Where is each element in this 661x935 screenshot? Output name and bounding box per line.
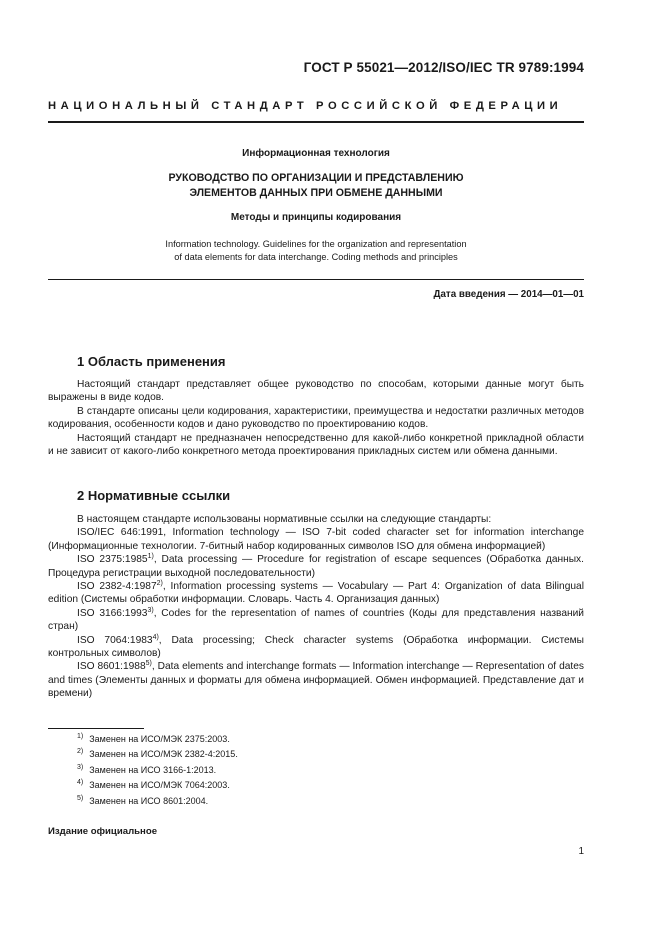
- reference-code: ISO/IEC 646:1991: [77, 527, 164, 539]
- footnote-text: Заменен на ИСО 3166-1:2013.: [89, 764, 217, 775]
- document-code: ГОСТ Р 55021—2012/ISO/IEC TR 9789:1994: [303, 60, 584, 75]
- normative-reference: [48, 607, 584, 634]
- footnote: [77, 794, 238, 809]
- footnote-mark: 4): [77, 779, 84, 787]
- date-of-introduction: Дата введения — 2014—01—01: [433, 289, 584, 300]
- official-edition-label: Издание официальное: [48, 826, 158, 837]
- footnote-mark: 3): [77, 763, 84, 771]
- reference-text: , Data processing — Procedure for registration of escape sequences (Обработка данных. Процедура регистрации выходной последовательности): [48, 554, 584, 579]
- footnote: [77, 763, 238, 778]
- normative-reference: [48, 580, 584, 607]
- normative-reference: [48, 634, 584, 661]
- footnote-text: Заменен на ИСО 8601:2004.: [89, 795, 209, 806]
- header-divider: [48, 121, 584, 123]
- footnote-marker[interactable]: 3): [147, 606, 154, 614]
- footnote-marker[interactable]: 2): [156, 580, 163, 588]
- reference-text: , Data elements and interchange formats — Information interchange — Representation of dates and times (Элементы данных и форматы для обмена информацией. Обмен информацией. Представление дат и времени): [48, 661, 584, 700]
- reference-text: , Information technology — ISO 7-bit coded character set for information interchange (Информационные технологии. 7-битный набор кодированных символов ISO для обмена информацией): [48, 527, 584, 552]
- national-standard-banner: НАЦИОНАЛЬНЫЙ СТАНДАРТ РОССИЙСКОЙ ФЕДЕРАЦИИ: [48, 100, 563, 112]
- section-1-paragraph: Настоящий стандарт не предназначен непосредственно для какой-либо конкретной прикладной области и не зависит от какого-либо конкретного метода проектирования прикладных систем или обмена данными.: [48, 432, 584, 458]
- footnote-marker[interactable]: 1): [147, 553, 154, 561]
- reference-code: ISO 8601:1988: [77, 661, 146, 673]
- footnote: [77, 778, 238, 793]
- footnote-marker[interactable]: 4): [152, 633, 159, 641]
- reference-code: ISO 3166:1993: [77, 607, 148, 619]
- reference-code: ISO 2382-4:1987: [77, 581, 157, 593]
- normative-reference: [48, 553, 584, 580]
- section-1-body: [48, 378, 584, 458]
- english-title-line-2: of data elements for data interchange. Coding methods and principles: [174, 252, 458, 262]
- title-divider: [48, 279, 584, 280]
- reference-text: , Information processing systems — Vocabulary — Part 4: Organization of data Bilingual edition (Системы обработки информации. Словарь. Часть 4. Организация данных): [48, 581, 584, 606]
- footnote-text: Заменен на ИСО/МЭК 2382-4:2015.: [89, 749, 238, 760]
- section-1-paragraph: Настоящий стандарт представляет общее руководство по способам, которыми данные могут быть выражены в виде кодов.: [48, 379, 584, 404]
- reference-text: , Data processing; Check character systems (Обработка информации. Системы контрольных символов): [48, 634, 584, 660]
- title-subtitle: Методы и принципы кодирования: [230, 212, 402, 223]
- reference-text: , Codes for the representation of names of countries (Коды для представления названий стран): [48, 607, 585, 633]
- reference-code: ISO 7064:1983: [77, 634, 153, 646]
- section-2-heading: 2 Нормативные ссылки: [77, 488, 231, 503]
- section-1-paragraph: В стандарте описаны цели кодирования, характеристики, преимущества и недостатки различных методов кодирования, особенности кодов и дано руководство по проектированию кодов.: [48, 405, 584, 431]
- reference-code: ISO 2375:1985: [77, 554, 148, 566]
- footnote-divider: [48, 728, 144, 729]
- main-title-line-2: ЭЛЕМЕНТОВ ДАННЫХ ПРИ ОБМЕНЕ ДАННЫМИ: [189, 187, 443, 199]
- english-title-line-1: Information technology. Guidelines for the organization and representation: [165, 239, 467, 249]
- main-title-line-1: РУКОВОДСТВО ПО ОРГАНИЗАЦИИ И ПРЕДСТАВЛЕНИЮ: [168, 172, 464, 184]
- footnote: [77, 747, 238, 762]
- section-1-heading: 1 Область применения: [77, 354, 226, 369]
- footnote-marker[interactable]: 5): [145, 660, 152, 668]
- footnote-mark: 1): [77, 733, 84, 740]
- document-page: [48, 0, 584, 935]
- english-title: [48, 238, 584, 264]
- normative-reference: [48, 660, 584, 700]
- footnote-mark: 5): [77, 794, 84, 802]
- footnote: [77, 732, 238, 747]
- normative-reference: [48, 526, 584, 553]
- section-2-intro: В настоящем стандарте использованы нормативные ссылки на следующие стандарты:: [77, 514, 492, 525]
- footnote-mark: 2): [77, 748, 84, 756]
- footnotes: [77, 732, 238, 809]
- title-category: Информационная технология: [242, 148, 390, 159]
- main-title: [48, 171, 584, 201]
- section-2-body: [48, 513, 584, 701]
- footnote-text: Заменен на ИСО/МЭК 7064:2003.: [89, 780, 230, 791]
- page-number: 1: [578, 846, 584, 857]
- footnote-text: Заменен на ИСО/МЭК 2375:2003.: [89, 734, 230, 744]
